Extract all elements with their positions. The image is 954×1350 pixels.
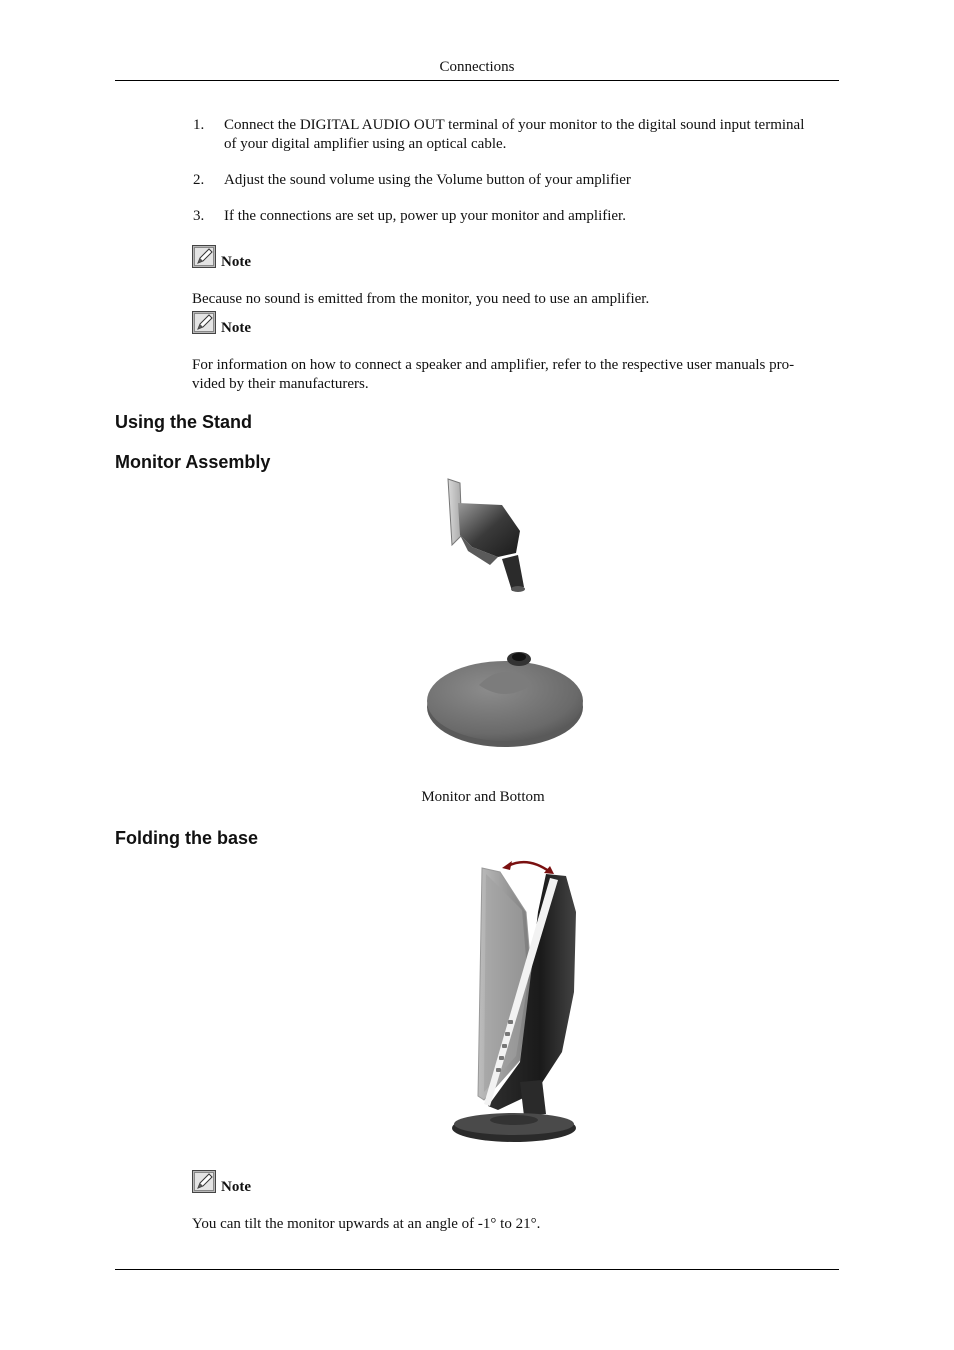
step-1-text-line1: Connect the DIGITAL AUDIO OUT terminal of your monitor to the digital sound input terminal xyxy=(224,117,805,133)
step-2-text: Adjust the sound volume using the Volume button of your amplifier xyxy=(224,172,631,188)
footer-rule xyxy=(115,1269,839,1270)
header-rule xyxy=(115,80,839,81)
step-3-number: 3. xyxy=(193,208,205,224)
note-3-text: You can tilt the monitor upwards at an angle of -1° to 21°. xyxy=(192,1216,541,1232)
step-1-text-line2: of your digital amplifier using an optical cable. xyxy=(224,136,507,152)
page-header-title: Connections xyxy=(439,59,515,75)
note-3-label: Note xyxy=(221,1179,251,1195)
step-3-text: If the connections are set up, power up your monitor and amplifier. xyxy=(224,208,626,224)
stand-neck-image xyxy=(440,475,535,595)
note-pencil-icon xyxy=(192,245,216,268)
step-2-number: 2. xyxy=(193,172,205,188)
note-1-text: Because no sound is emitted from the monitor, you need to use an amplifier. xyxy=(192,291,650,307)
note-2-label: Note xyxy=(221,320,251,336)
monitor-tilt-image xyxy=(450,852,580,1147)
note-2-text-line2: vided by their manufacturers. xyxy=(192,376,369,392)
note-1-label: Note xyxy=(221,254,251,270)
note-2-text-line1: For information on how to connect a speaker and amplifier, refer to the respective user manuals pro- xyxy=(192,357,795,373)
note-pencil-icon xyxy=(192,1170,216,1193)
heading-monitor-assembly: Monitor Assembly xyxy=(115,452,271,472)
heading-using-the-stand: Using the Stand xyxy=(115,412,253,432)
note-pencil-icon xyxy=(192,311,216,334)
stand-base-image xyxy=(425,645,585,750)
step-1-number: 1. xyxy=(193,117,205,133)
figure-caption: Monitor and Bottom xyxy=(421,789,545,805)
heading-folding-the-base: Folding the base xyxy=(115,828,259,848)
